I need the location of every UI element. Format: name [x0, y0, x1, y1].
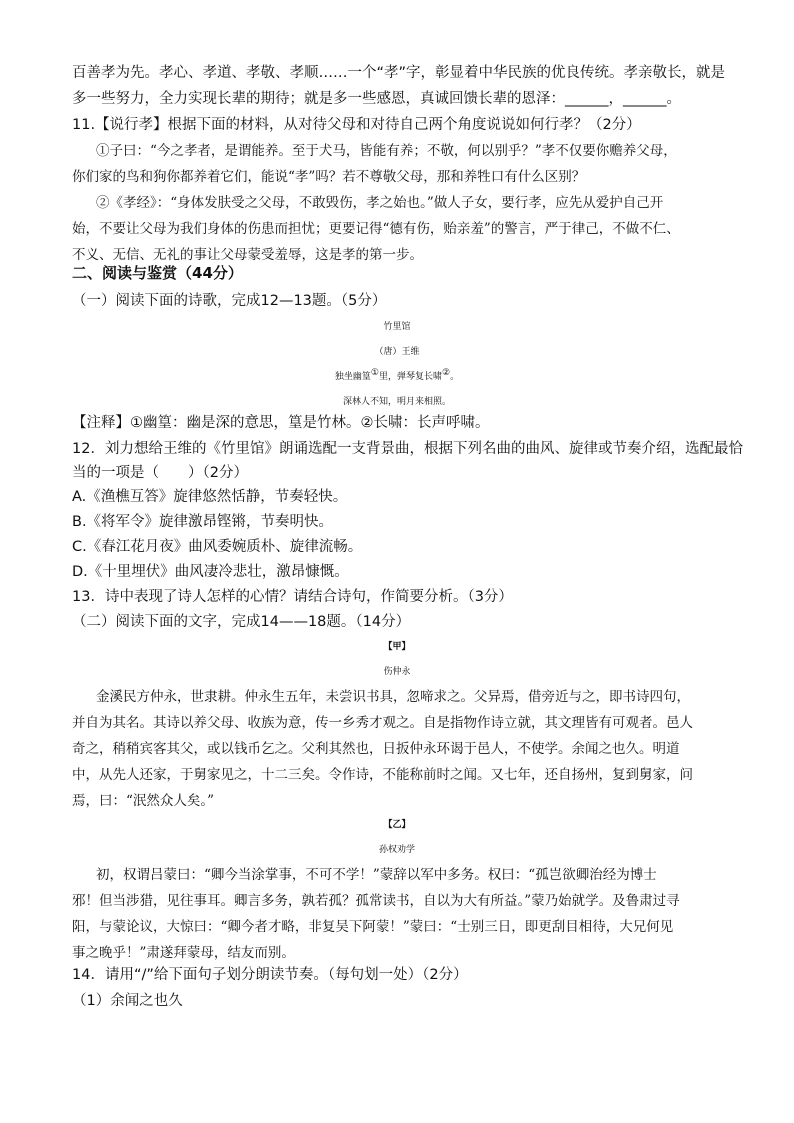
question-11: 11.【说行孝】根据下面的材料，从对待父母和对待自己两个角度说说如何行孝？（2分）	[72, 117, 641, 133]
passage-jia-label: 【甲】	[383, 642, 411, 652]
subsection-heading: （一）阅读下面的诗歌，完成12—13题。（5分）	[72, 293, 387, 309]
poem-title: 竹里馆	[383, 322, 411, 332]
passage-yi-text: 初，权谓吕蒙曰：“卿今当涂掌事，不可不学！”蒙辞以军中多务。权曰：“孤岂欲卿治经为博士	[96, 867, 657, 883]
passage-jia-text: 焉，曰：“泯然众人矣。”	[72, 793, 215, 809]
passage-jia-text: 并自为其名。其诗以养父母、收族为意，传一乡秀才观之。自是指物作诗立就，其文理皆有可观者。邑人	[72, 715, 693, 731]
poem-text: 里，弹琴复长啸	[378, 372, 442, 382]
passage-yi-text: 事之晚乎！”肃遂拜蒙母，结友而别。	[72, 945, 295, 961]
option-c: C.《春江花月夜》曲风委婉质朴、旋律流畅。	[72, 539, 363, 555]
note-marker-2: ②	[442, 368, 451, 378]
poem-author: （唐）王维	[374, 347, 420, 357]
passage-yi-text: 邪！但当涉猎，见往事耳。卿言多务，孰若孤？孤常读书，自以为大有所益。”蒙乃始就学。及鲁肃过寻	[72, 893, 680, 909]
material-1: ①子曰：“今之孝者，是谓能养。至于犬马，皆能有养；不敬，何以别乎？”孝不仅要你赡养父母，	[96, 143, 677, 159]
material-2-cont: 不义、无信、无礼的事让父母蒙受羞辱，这是孝的第一步。	[72, 247, 423, 263]
poem-text: 。	[450, 372, 460, 382]
passage-jia-text: 金溪民方仲永，世隶耕。仲永生五年，未尝识书具，忽啼求之。父异焉，借旁近与之，即书诗四句，	[96, 689, 690, 705]
poem-line-1	[0, 364, 794, 390]
poem-line-2: 深林人不知，明月来相照。	[342, 397, 451, 407]
passage-jia-text: 奇之，稍稍宾客其父，或以钱币乞之。父利其然也，日扳仲永环谒于邑人，不使学。余闻之也久。明道	[72, 741, 680, 757]
note-marker-1: ①	[370, 368, 379, 378]
passage-jia-text: 中，从先人还家，于舅家见之，十二三矣。令作诗，不能称前时之闻。又七年，还自扬州，复到舅家，问	[72, 767, 693, 783]
passage-yi-text: 阳，与蒙论议，大惊曰：“卿今者才略，非复吴下阿蒙！”蒙曰：“士别三日，即更刮目相待，大兄何见	[72, 919, 674, 935]
text-line: 多一些努力，全力实现长辈的期待；就是多一些感恩，真诚回馈长辈的恩泽：______，______。	[72, 91, 681, 107]
poem-text: 独坐幽篁	[334, 372, 371, 382]
question-14-item-1: （1）余闻之也久	[72, 993, 183, 1009]
passage-jia-title: 伤仲永	[383, 667, 411, 677]
text-line: 百善孝为先。孝心、孝道、孝敬、孝顺……一个“孝”字，彰显着中华民族的优良传统。孝亲敬长，就是	[72, 65, 726, 81]
material-2: ②《孝经》：“身体发肤受之父母，不敢毁伤，孝之始也。”做人子女，要行孝，应先从爱护自己开	[96, 195, 664, 211]
option-a: A.《渔樵互答》旋律悠然恬静，节奏轻快。	[72, 489, 348, 505]
subsection-heading: （二）阅读下面的文字，完成14——18题。（14分）	[72, 614, 411, 630]
material-2-cont: 始，不要让父母为我们身体的伤患而担忧；更要记得“德有伤，贻亲羞”的警言，严于律己，不做不仁、	[72, 221, 680, 237]
option-b: B.《将军令》旋律激昂铿锵，节奏明快。	[72, 514, 334, 530]
passage-yi-title: 孙权劝学	[378, 845, 415, 855]
question-12: 12．刘力想给王维的《竹里馆》朗诵选配一支背景曲，根据下列名曲的曲风、旋律或节奏介绍，选配最恰	[72, 441, 743, 457]
poem-notes: 【注释】①幽篁：幽是深的意思，篁是竹林。②长啸：长声呼啸。	[72, 415, 490, 431]
question-14: 14．请用“/”给下面句子划分朗读节奏。（每句划一处）（2分）	[72, 967, 468, 983]
option-d: D.《十里埋伏》曲风凄冷悲壮，激昂慷慨。	[72, 564, 349, 580]
question-12-cont: 当的一项是（ ）（2分）	[72, 465, 248, 481]
section-heading: 二、阅读与鉴赏（44分）	[72, 264, 243, 282]
material-1-cont: 你们家的鸟和狗你都养着它们，能说“孝”吗？若不尊敬父母，那和养牲口有什么区别？	[72, 169, 586, 185]
passage-yi-label: 【乙】	[383, 820, 411, 830]
question-13: 13．诗中表现了诗人怎样的心情？请结合诗句，作简要分析。（3分）	[72, 589, 513, 605]
